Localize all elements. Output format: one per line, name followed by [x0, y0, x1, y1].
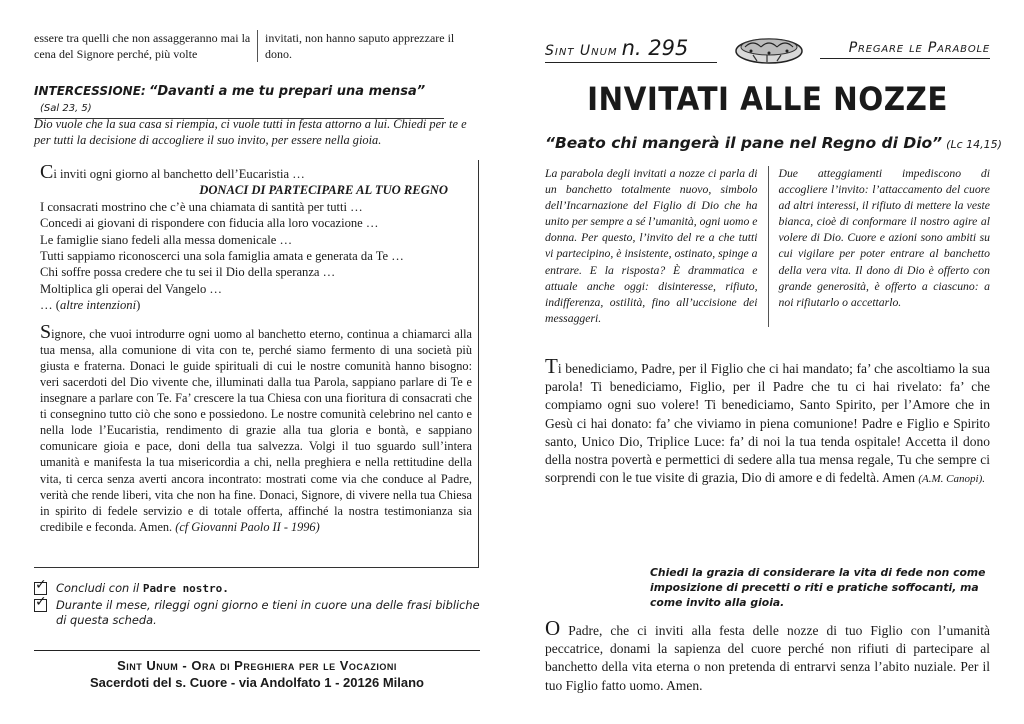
- checklist-item: [34, 581, 480, 596]
- page-subtitle: [545, 134, 1002, 152]
- checklist-item: [34, 598, 480, 628]
- invocation-last-prefix: … (: [40, 298, 60, 313]
- drop-cap: T: [545, 354, 558, 378]
- series-name: Sint Unum: [545, 43, 618, 59]
- checklist-text: Durante il mese, rileggi ogni giorno e tieni in cuore una delle frasi bibliche di questa scheda.: [56, 598, 480, 627]
- checklist-prefix: Concludi con il: [56, 581, 143, 595]
- blessing-text: i benediciamo, Padre, per il Figlio che ci hai mandato; fa’ che ascoltiamo la sua parola! Ti benediciamo, Figlio, per il Padre che tu ci hai rivelato: fa’ che compiamo ogni suo volere! Ti benediciamo, Santo Spirito, per l’Amore che in Gesù ci hai donato: fa’ che viviamo in piena comunione! Padre e Figlio e Spirito santo, Unico Dio, Triplice Luce: fa’ di noi la tua tenda ospitale! Accetta il dono della nostra povertà e permettici di sedere alla tua mensa regale, Tu che sempre ci sorprendi con le tue visite di grazia, Dio di amore e di fedeltà. Amen: [545, 361, 990, 486]
- top-continuation: [34, 30, 480, 62]
- footer: [34, 658, 480, 690]
- bread-loaf-icon: [733, 33, 805, 67]
- invocation-line: Concedi ai giovani di rispondere con fiducia alla loro vocazione …: [40, 216, 379, 231]
- invocation-line: Le famiglie siano fedeli alla messa domenicale …: [40, 232, 293, 247]
- vocations-prayer: [40, 320, 472, 535]
- subtitle-text: “Beato chi mangerà il pane nel Regno di Dio”: [545, 134, 943, 152]
- footer-line-2: Sacerdoti del s. Cuore - via Andolfato 1 - 20126 Milano: [90, 675, 424, 690]
- intercession-label: INTERCESSIONE:: [34, 84, 146, 98]
- checklist-emph: Padre nostro.: [142, 582, 229, 595]
- intercession-reference: (Sal 23, 5): [40, 103, 92, 114]
- intercession-note: Dio vuole che la sua casa si riempia, ci vuole tutti in festa attorno a lui. Chiedi per te e per tutti la decisione di accogliere il suo invito, per essere nella gioia.: [34, 117, 467, 147]
- continuation-col-1: essere tra quelli che non assaggeranno mai la cena del Signore perché, più volte: [34, 31, 251, 61]
- refrain: DONACI DI PARTECIPARE AL TUO REGNO: [199, 183, 448, 198]
- parable-col-1: La parabola degli invitati a nozze ci parla di un banchetto totalmente nuovo, simbolo dell’Incarnazione del Figlio di Dio che ha unito per sempre a sé l’umanità, ogni uomo e donna. Per questo, l’invito del re a che tutti vi partecipino, è insistente, ostinato, spinge a entrare. E la risposta? È drammatica e attuale anche oggi: disinteresse, rifiuto, indifferenza, ostilità, fino all’uccisione dei messaggeri.: [545, 167, 758, 325]
- prayer-text: ignore, che vuoi introdurre ogni uomo al banchetto eterno, continua a chiamarci alla tua mensa, alla comunione di vita con te, perché siamo fermento di una società più giusta e fraterna. Donaci le guide spirituali di cui le nostre comunità hanno bisogno: veri sacerdoti del Dio vivente che, illuminati dalla tua Parola, sappiano parlare di Te e insegnare a parlare con Te. Fa’ crescere la tua Chiesa con una fioritura di consacrati che ti consegnino tutto ciò che sono e possiedono. Le nostre comunità celebrino nel canto e nella lode l’Eucaristia, rendimento di grazie alla tua gloria e bontà, e sappiano comunicare gioia e pace, doni della tua salvezza. Volgi il tuo sguardo sull’intera umanità e manifesta la tua misericordia a chi, nella preghiera e nella rettitudine della vita, ti cerca senza averti ancora incontrato: mostrati come via che conduce al Padre, verità che rende liberi, vita che non ha fine. Donaci, Signore, di vivere nella tua Chiesa in spirito di fedele servizio e di totale offerta, affinché la nostra testimonianza sia credibile e feconda. Amen.: [40, 326, 472, 534]
- checklist: [34, 581, 480, 630]
- invocation-line: Moltiplica gli operai del Vangelo …: [40, 281, 222, 296]
- callout-note: Chiedi la grazia di considerare la vita di fede non come imposizione di precetti o riti e pratiche soffocanti, ma come invito alla gioia.: [650, 566, 986, 609]
- closing-prayer: [545, 616, 990, 695]
- invocation-first-text: i inviti ogni giorno al banchetto dell’Eucaristia …: [53, 167, 305, 181]
- intercession-heading: [34, 83, 444, 119]
- page-title: INVITATI ALLE NOZZE: [587, 80, 948, 118]
- continuation-col-2: invitati, non hanno saputo apprezzare il dono.: [257, 30, 480, 62]
- invocation-line: Tutti sappiamo riconoscerci una sola famiglia amata e generata da Te …: [40, 249, 404, 264]
- invocation-last-italic: altre intenzioni: [59, 298, 137, 313]
- parable-col-2: Due atteggiamenti impediscono di accogliere l’invito: l’attaccamento del cuore ad altri interessi, il rifiuto di mettere la veste bianca, cioè di conformare il nostro agire al volere di Dio. Cuore e azioni sono ambiti su cui vigilare per poter entrare al banchetto della vera vita. Il dono di Dio è offerto con grande generosità, è offerto a ciascuno: a noi rifiutarlo o accettarlo.: [768, 166, 991, 327]
- issue-number: n. 295: [621, 36, 689, 60]
- invocation-last: [40, 297, 472, 313]
- invocation-last-suffix: ): [136, 298, 141, 313]
- footer-line-1: Sint Unum - Ora di Preghiera per le Vocazioni: [117, 658, 397, 673]
- checkbox-checked-icon: [34, 599, 47, 612]
- intercession-box: [34, 160, 479, 568]
- header-series: [545, 36, 717, 63]
- drop-cap: O: [545, 616, 561, 640]
- drop-cap: C: [40, 161, 54, 183]
- closing-text: Padre, che ci inviti alla festa delle nozze di tuo Figlio con l’umanità peccatrice, donami la sapienza del cuore perché non rifiuti di partecipare al banchetto della vita eterna o non pretenda di entrarvi senza l’abito nuziale. Per il tuo Figlio fatto uomo. Amen.: [545, 623, 990, 693]
- invocation-first: [40, 161, 472, 183]
- invocation-line: I consacrati mostrino che c’è una chiamata di santità per tutti …: [40, 199, 363, 214]
- blessing-prayer: [545, 354, 990, 488]
- subtitle-reference: (Lc 14,15): [946, 138, 1002, 151]
- header-section: Pregare le Parabole: [820, 40, 990, 59]
- footer-divider: [34, 650, 480, 651]
- prayer-citation: (cf Giovanni Paolo II - 1996): [175, 519, 320, 534]
- drop-cap: S: [40, 320, 52, 343]
- intercession-title: “Davanti a me tu prepari una mensa”: [148, 84, 426, 99]
- invocation-line: Chi soffre possa credere che tu sei il Dio della speranza …: [40, 265, 336, 280]
- parable-commentary: [545, 166, 990, 327]
- checklist-text: [56, 581, 229, 596]
- blessing-author: (A.M. Canopi).: [918, 473, 985, 486]
